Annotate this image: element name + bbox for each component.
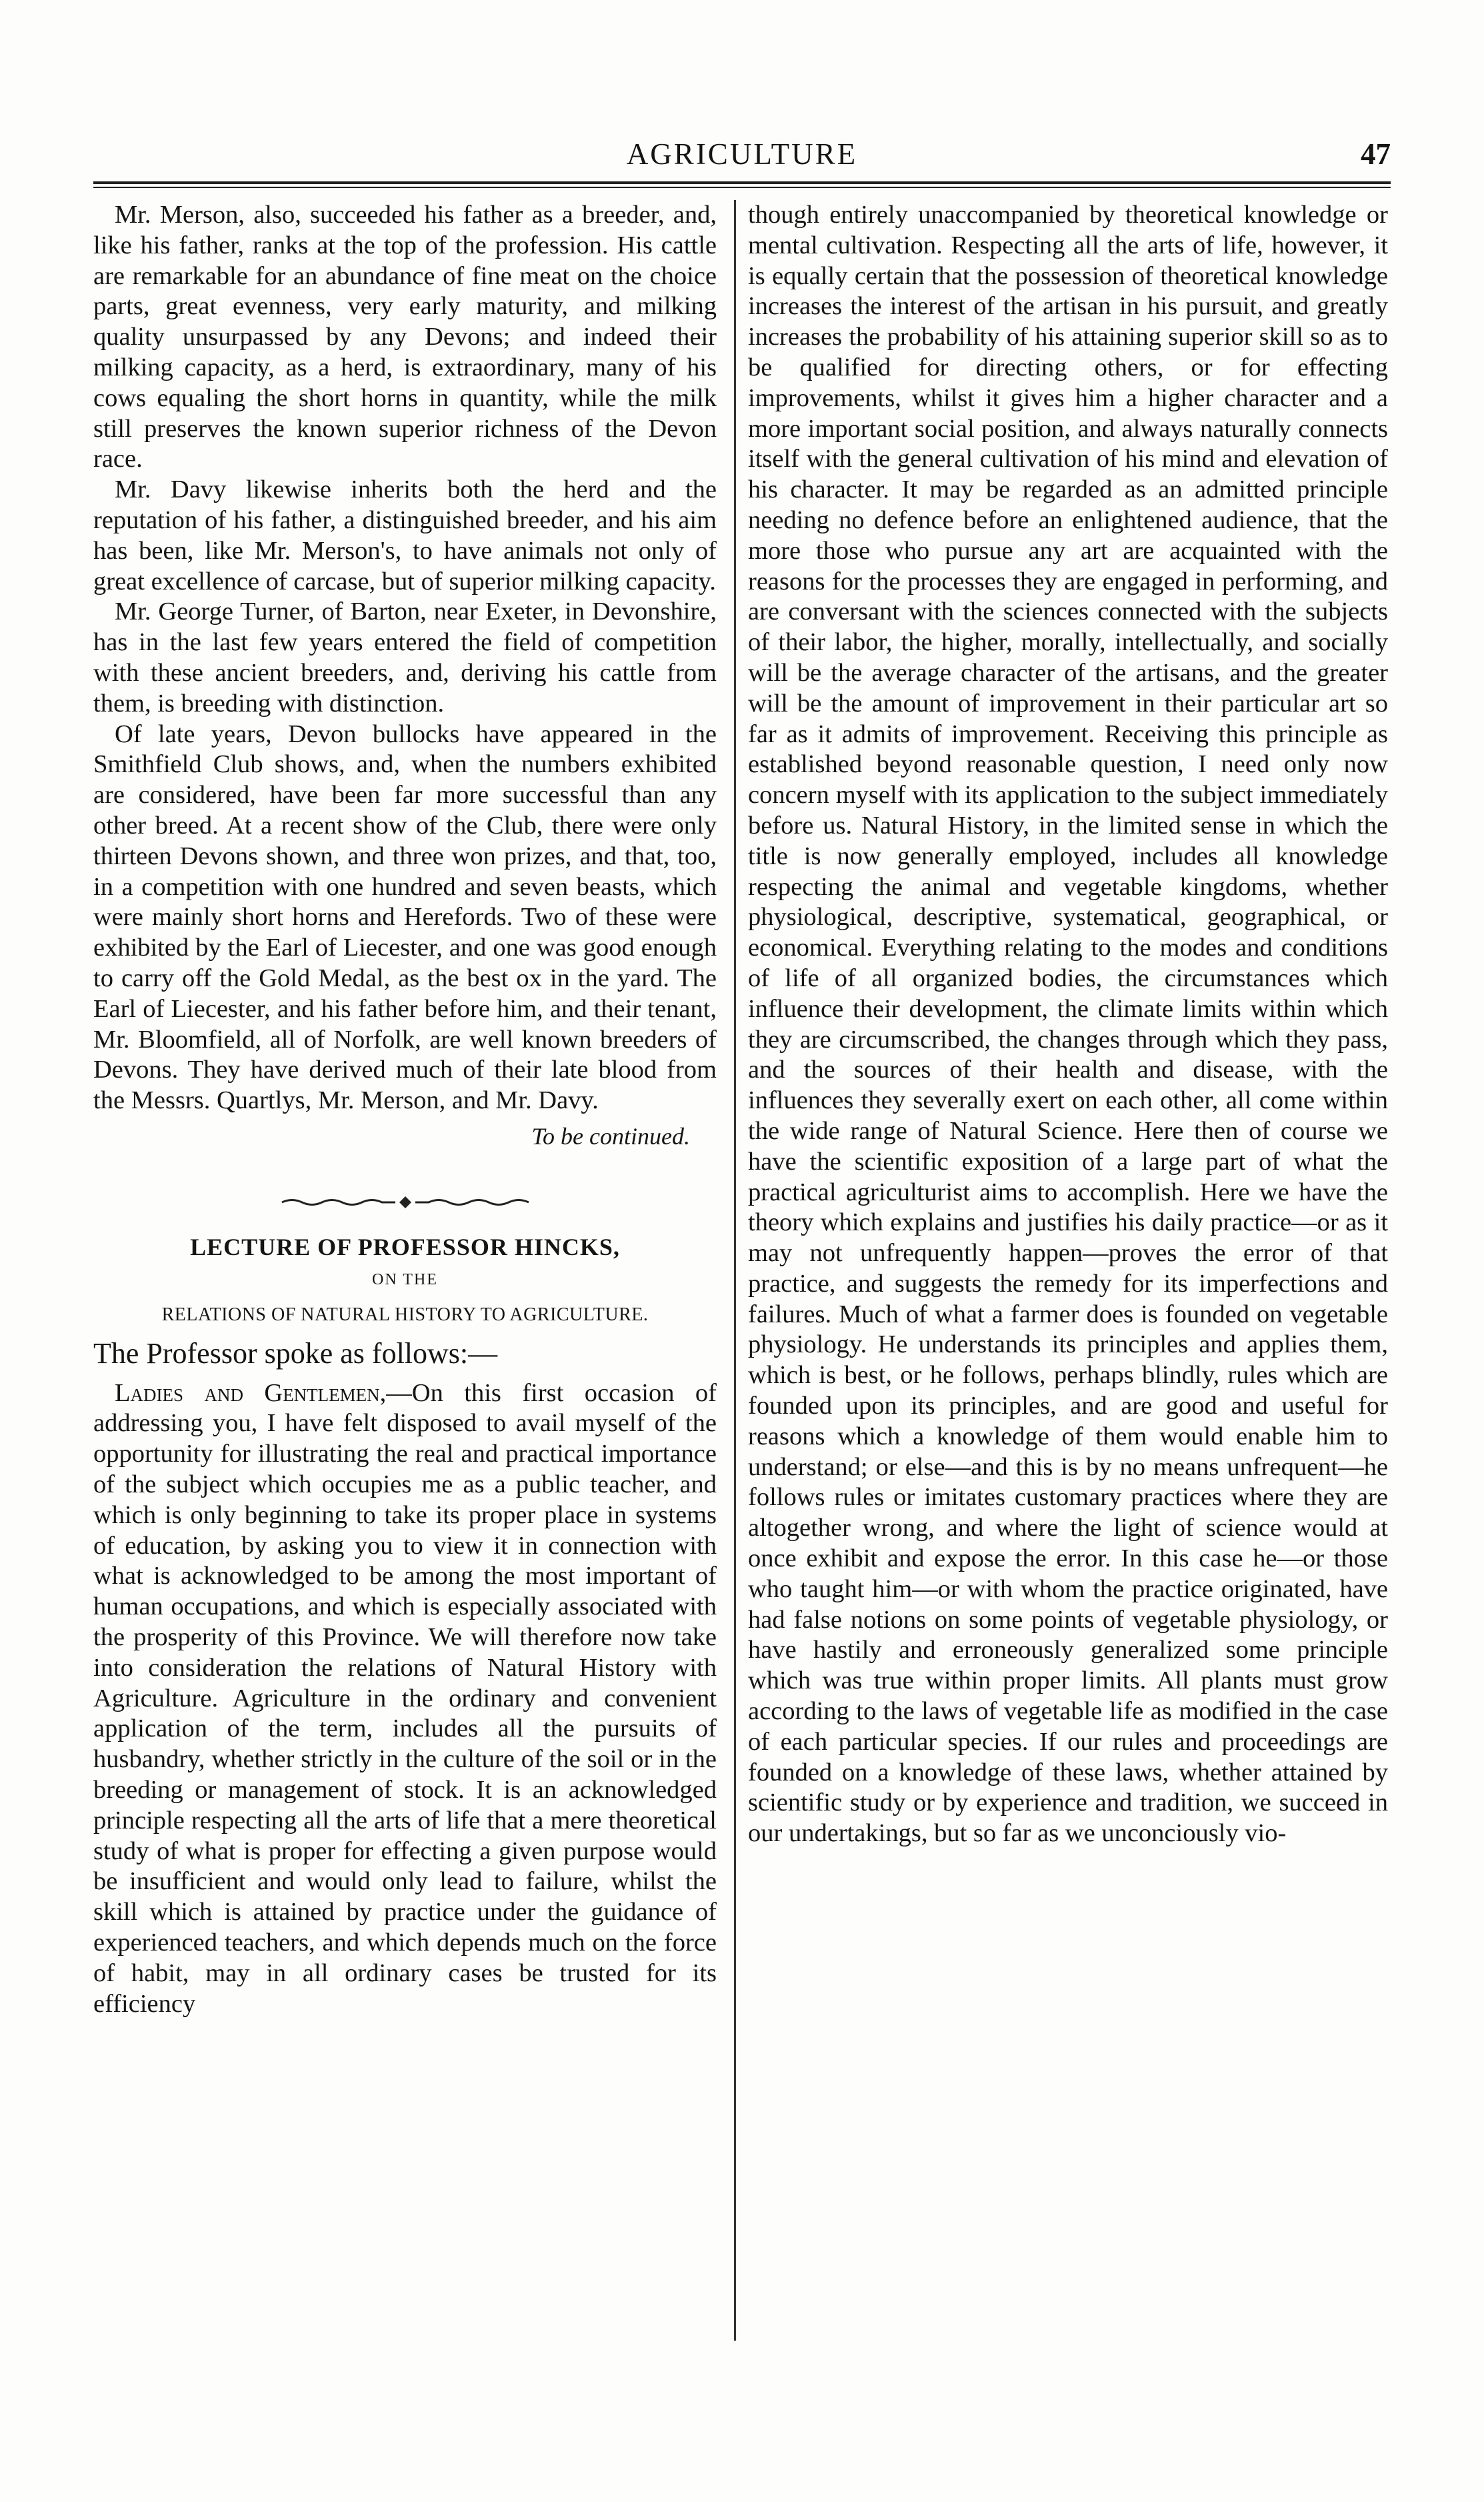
paragraph-davy: Mr. Davy likewise inherits both the herd and the reputation of his father, a distinguished breeder, and his aim has been, like Mr. Merson's, to have animals not only of great excellence of carcase, but of superior milking capacity. xyxy=(93,475,717,595)
ornament-flourish-icon xyxy=(279,1195,532,1210)
right-column-text: though entirely unaccompanied by theoretical knowledge or mental cultivation. Respecting all the arts of life, however, it is equally certain that the possession of theoretical knowledge increases the interest of the artisan in his pursuit, and greatly increases the probability of his attaining superior skill so as to be qualified for directing others, or for effecting improvements, whilst it gives him a higher character and a more important social position, and always naturally connects itself with the general cultivation of his mind and elevation of his character. It may be regarded as an admitted principle needing no defence before an enlightened audience, that the more those who pursue any art are acquainted with the reasons for the processes they are engaged in performing, and are conversant with the sciences connected with the subjects of their labor, the higher, morally, intellectually, and socially will be the average character of the artisans, and the greater will be the amount of improvement in their particular art so far as it admits of improvement. Receiving this principle as established beyond reasonable question, I need only now concern myself with its application to the subject immediately before us. Natural History, in the limited sense in which the title is now generally employed, includes all knowledge respecting the animal and vegetable kingdoms, whether physiological, descriptive, systematical, geographical, or economical. Everything relating to the modes and conditions of life of all organized bodies, the circumstances which influence their development, the climate limits within which they are circumscribed, the changes through which they pass, and the sources of their health and disease, with the influences they severally exert on each other, all come within the wide range of Natural Science. Here then of course we have the scientific exposition of a large part of what the practical agriculturist aims to accomplish. Here we have the theory which explains and justifies his daily practice—or as it may not unfrequently happen—proves the error of that practice, and suggests the remedy for its imperfections and failures. Much of what a farmer does is founded on vegetable physiology. He understands its principles and applies them, which is best, or he follows, perhaps blindly, rules which are founded upon its principles, and are good and useful for reasons which a knowledge of them would enable him to understand; or else—and this is by no means unfrequent—he follows rules or imitates customary practices where they are altogether wrong, and where the light of science would at once exhibit and expose the error. In this case he—or those who taught him—or with whom the practice originated, have had false notions on some points of vegetable physiology, or have hastily and erroneously generalized some principle which was true within proper limits. All plants must grow according to the laws of vegetable life as modified in the case of each particular species. If our rules and proceedings are founded on a knowledge of these laws, whether attained by scientific study or by experience and tradition, we succeed in our undertakings, but so far as we unconciously vio- xyxy=(748,201,1388,1848)
paragraph-smithfield: Of late years, Devon bullocks have appeared in the Smithfield Club shows, and, when the numbers exhibited are considered, have been far more successful than any other breed. At a recent show of the Club, there were only thirteen Devons shown, and three won prizes, and that, too, in a competition with one hundred and seven beasts, which were mainly short horns and Herefords. Two of these were exhibited by the Earl of Liecester, and one was good enough to carry off the Gold Medal, as the best ox in the yard. The Earl of Liecester, and his father before him, and their tenant, Mr. Bloomfield, all of Norfolk, are well known breeders of Devons. They have derived much of their late blood from the Messrs. Quartlys, Mr. Merson, and Mr. Davy. xyxy=(93,720,717,1115)
paragraph-merson: Mr. Merson, also, succeeded his father as a breeder, and, like his father, ranks at the top of the profession. His cattle are remarkable for an abundance of fine meat on the choice parts, great evenness, very early maturity, and milking quality unsurpassed by any Devons; and indeed their milking capacity, as a herd, is extraordinary, many of his cows equaling the short horns in quantity, while the milk still preserves the known superior richness of the Devon race. xyxy=(93,201,717,473)
running-head xyxy=(93,137,1391,177)
salutation: Ladies and Gentlemen, xyxy=(115,1378,387,1407)
ornamental-divider xyxy=(93,1187,717,1218)
header-rule xyxy=(93,181,1391,188)
lecture-on: ON THE xyxy=(372,1271,438,1289)
to-be-continued: To be continued. xyxy=(531,1122,690,1150)
running-title: AGRICULTURE xyxy=(626,137,858,171)
lecture-opening-paragraph xyxy=(93,1378,717,2020)
lecture-body-text: —On this first occasion of addressing you, I have felt disposed to avail myself of the opportunity for illustrating the real and practical importance of the subject which occupies me as a public teacher, and which is only beginning to take its proper place in systems of education, by asking you to view it in connection with what is acknowledged to be among the most important of human occupations, and which is especially associated with the prosperity of this Province. We will therefore now take into consideration the relations of Natural History with Agriculture. Agriculture in the ordinary and convenient application of the term, includes all the pursuits of husbandry, whether strictly in the culture of the soil or in the breeding or management of stock. It is an acknowledged principle respecting all the arts of life that a mere theoretical study of what is proper for effecting a given purpose would be insufficient and would only lead to failure, whilst the skill which is attained by practice under the guidance of experienced teachers, and which depends much on the force of habit, may in all ordinary cases be trusted for its efficiency xyxy=(93,1378,717,2018)
paragraph-turner: Mr. George Turner, of Barton, near Exeter, in Devonshire, has in the last few years entered the field of competition with these ancient breeders, and, deriving his cattle from them, is breeding with distinction. xyxy=(93,597,717,718)
lecture-title: LECTURE OF PROFESSOR HINCKS, xyxy=(190,1233,620,1260)
column-divider xyxy=(734,200,736,2341)
left-column xyxy=(93,200,717,2019)
page-number: 47 xyxy=(1361,137,1391,171)
lecture-subtitle: RELATIONS OF NATURAL HISTORY TO AGRICULTURE. xyxy=(161,1304,649,1326)
lecture-intro: The Professor spoke as follows:— xyxy=(93,1336,498,1370)
right-column xyxy=(748,200,1388,1849)
